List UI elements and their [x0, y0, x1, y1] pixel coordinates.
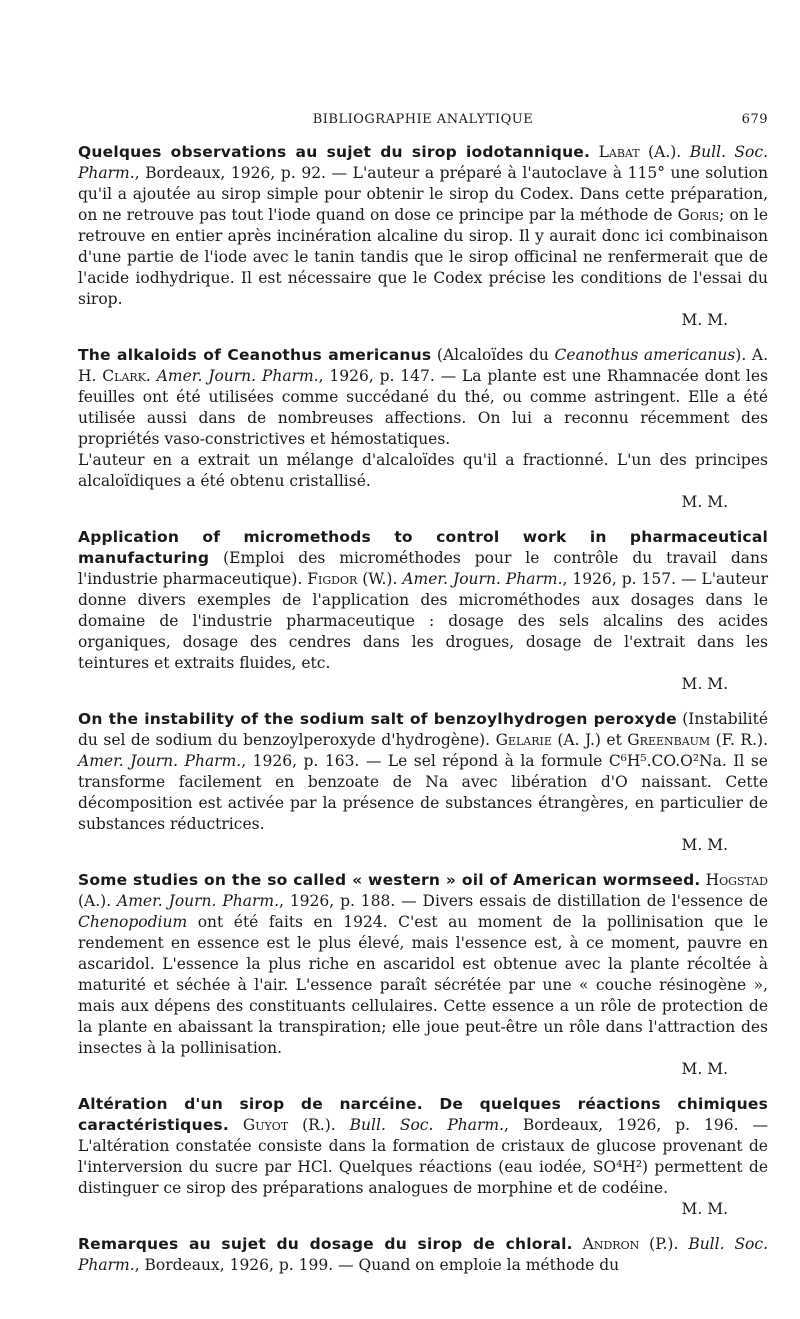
entry-author: Gelarie	[495, 731, 552, 749]
running-title: BIBLIOGRAPHIE ANALYTIQUE	[312, 112, 534, 127]
entry-journal: Amer. Journ. Pharm.	[402, 570, 563, 588]
entry-author: Guyot	[242, 1116, 289, 1134]
entry-initials: M. M.	[681, 836, 728, 854]
entry-text: , 1926, p. 157. — L'auteur donne divers exemples de l'application des microméthodes aux dosages dans le domaine de l'industrie pharmaceutique : dosage des sels alcalins des acides organiques, dosage des cendres dans les drogues, dosage de l'extrait dans les teintures et extraits fluides, etc.	[78, 570, 768, 672]
entry-text: , 1926, p. 188. — Divers essais de distillation de l'essence de	[279, 892, 768, 910]
abstract-entry	[78, 1234, 768, 1276]
abstract-entry	[78, 345, 768, 513]
entry-latin-name: Ceanothus americanus	[554, 346, 736, 364]
entry-journal: Bull. Soc. Pharm.	[349, 1116, 505, 1134]
entry-initials: M. M.	[681, 493, 728, 511]
entry-text: , Bordeaux, 1926, p. 199. — Quand on emploie la méthode du	[134, 1256, 620, 1274]
entry-journal: Bull. Soc. Pharm.	[78, 1235, 768, 1274]
abstract-entry	[78, 1094, 768, 1220]
entry-initials: M. M.	[681, 675, 728, 693]
entry-author: Goris	[677, 206, 720, 224]
abstract-entry	[78, 142, 768, 331]
entry-text: (A. J.) et	[551, 731, 628, 749]
entry-initials: M. M.	[681, 311, 728, 329]
entry-text: , 1926, p. 163. — Le sel répond à la formule C⁶H⁵.CO.O²Na. Il se transforme facilement en benzoate de Na avec libération d'O naissant. Cette décomposition est activée par la présence de substances étrangères, en particulier de substances réductrices.	[78, 752, 768, 833]
entry-text: (R.).	[288, 1116, 350, 1134]
entry-text: (Emploi des microméthodes pour le contrôle du travail dans l'industrie pharmaceutique).	[78, 549, 768, 588]
entry-latin-name: Chenopodium	[78, 913, 188, 931]
entry-title: Application of micromethods to control work in pharmaceutical manufacturing	[78, 528, 768, 567]
entry-author: Labat	[598, 143, 640, 161]
entry-author: Andron	[582, 1235, 640, 1253]
entry-author: Figdor	[307, 570, 358, 588]
entry-title: Quelques observations au sujet du sirop iodotannique.	[78, 143, 591, 161]
entry-text: (A.).	[78, 892, 118, 910]
entry-title: On the instability of the sodium salt of benzoylhydrogen peroxyde	[78, 710, 677, 728]
entry-text: (W.).	[357, 570, 403, 588]
entry-initials: M. M.	[681, 1060, 728, 1078]
entry-title: Remarques au sujet du dosage du sirop de chloral.	[78, 1235, 573, 1253]
abstract-entry	[78, 527, 768, 695]
entry-author: Greenbaum	[627, 731, 711, 749]
entry-journal: Amer. Journ. Pharm.	[78, 752, 242, 770]
entry-text: ; on le retrouve en entier après incinération alcaline du sirop. Il y aurait donc ici combinaison d'une partie de l'iode avec le tanin tandis que le sirop officinal ne renfermerait que de l'acide iodhydrique. Il est nécessaire que le Codex précise les conditions de l'essai du sirop.	[78, 206, 768, 308]
entry-title: Some studies on the so called « western » oil of American wormseed.	[78, 871, 701, 889]
entry-paragraph: L'auteur en a extrait un mélange d'alcaloïdes qu'il a fractionné. L'un des principes alcaloïdiques a été obtenu cristallisé.	[78, 451, 768, 490]
entry-text: (F. R.).	[710, 731, 769, 749]
entry-journal: Amer. Journ. Pharm.	[156, 367, 319, 385]
running-head	[78, 112, 768, 132]
entry-initials: M. M.	[681, 1200, 728, 1218]
entry-text: (Instabilité du sel de sodium du benzoylperoxyde d'hydrogène).	[78, 710, 768, 749]
abstracts-list	[78, 142, 768, 1290]
entry-journal: Amer. Journ. Pharm.	[117, 892, 280, 910]
entry-text: (P.).	[639, 1235, 689, 1253]
entry-journal: Bull. Soc. Pharm.	[78, 143, 768, 182]
entry-author: Hogstad	[705, 871, 768, 889]
entry-text: , 1926, p. 147. — La plante est une Rhamnacée dont les feuilles ont été utilisées comme succédané du thé, ou comme astringent. Elle a été utilisée aussi dans de nombreuses affections. On lui a reconnu récemment des propriétés vaso-constrictives et hémostatiques.	[78, 367, 768, 448]
entry-title: Altération d'un sirop de narcéine. De quelques réactions chimiques caractéristiques.	[78, 1095, 768, 1134]
abstract-entry	[78, 709, 768, 856]
entry-text: .	[145, 367, 157, 385]
entry-text: , Bordeaux, 1926, p. 92. — L'auteur a préparé à l'autoclave à 115° une solution qu'il a ajoutée au sirop simple pour obtenir le sirop du Codex. Dans cette préparation, on ne retrouve pas tout l'iode quand on dose ce principe par la méthode de	[78, 164, 768, 224]
entry-text: ont été faits en 1924. C'est au moment de la pollinisation que le rendement en essence est le plus élevé, mais l'essence est, à ce moment, pauvre en ascaridol. L'essence la plus riche en ascaridol est obtenue avec la plante récoltée à maturité et séchée à l'air. L'essence paraît sécrétée par une « couche résinogène », mais aux dépens des constituants cellulaires. Cette essence a un rôle de protection de la plante en abaissant la transpiration; elle joue peut-être un rôle dans l'attraction des insectes à la pollinisation.	[78, 913, 768, 1057]
entry-text: (A.).	[639, 143, 690, 161]
abstract-entry	[78, 870, 768, 1080]
entry-text: , Bordeaux, 1926, p. 196. — L'altération constatée consiste dans la formation de cristaux de glucose provenant de l'interversion du sucre par HCl. Quelques réactions (eau iodée, SO⁴H²) permettent de distinguer ce sirop des préparations analogues de morphine et de codéine.	[78, 1116, 768, 1197]
entry-text: ). A. H.	[78, 346, 769, 385]
entry-text: (Alcaloïdes du	[431, 346, 555, 364]
page-number: 679	[741, 112, 768, 127]
entry-author: Clark	[102, 367, 146, 385]
entry-title: The alkaloids of Ceanothus americanus	[78, 346, 432, 364]
